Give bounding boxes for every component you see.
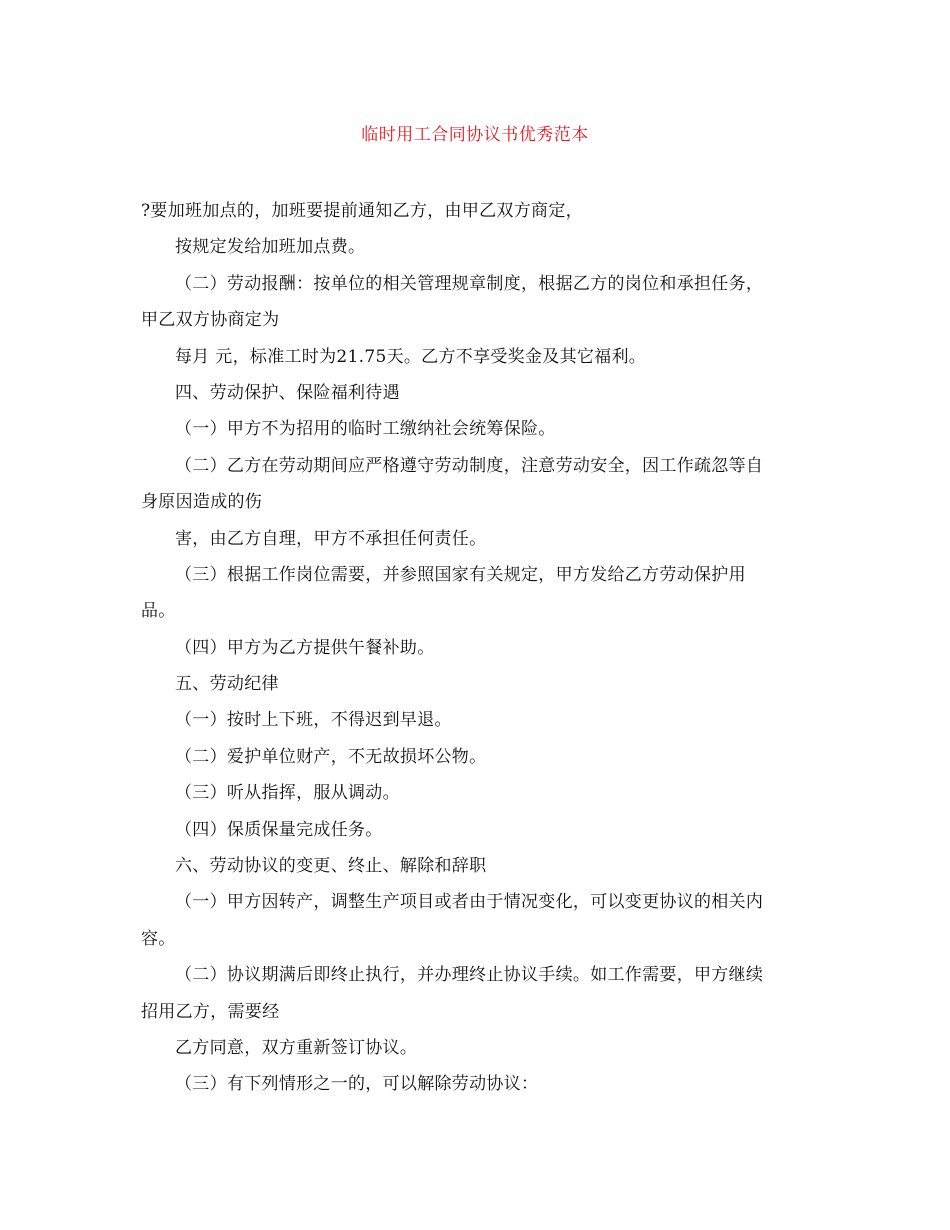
paragraph-line: 甲乙双方协商定为 xyxy=(141,310,280,331)
paragraph-line: （一）甲方因转产，调整生产项目或者由于情况变化，可以变更协议的相关内 xyxy=(175,892,764,913)
paragraph-line: 容。 xyxy=(141,928,176,949)
document-title: 临时用工合同协议书优秀范本 xyxy=(361,125,589,145)
paragraph-line: （三）听从指挥，服从调动。 xyxy=(175,783,400,804)
paragraph-line: （二）协议期满后即终止执行，并办理终止协议手续。如工作需要，甲方继续 xyxy=(175,965,764,986)
paragraph-line: 品。 xyxy=(141,601,176,622)
paragraph-line: 每月 元，标准工时为21.75天。乙方不享受奖金及其它福利。 xyxy=(175,346,647,367)
paragraph-line: 按规定发给加班加点费。 xyxy=(175,237,366,258)
paragraph-line: （二）乙方在劳动期间应严格遵守劳动制度，注意劳动安全，因工作疏忽等自 xyxy=(175,455,764,476)
paragraph-line: 害，由乙方自理，甲方不承担任何责任。 xyxy=(175,528,487,549)
paragraph-line: （四）保质保量完成任务。 xyxy=(175,819,383,840)
paragraph-line: 身原因造成的伤 xyxy=(141,492,263,513)
paragraph-line: ?要加班加点的，加班要提前通知乙方，由甲乙双方商定， xyxy=(141,201,583,221)
paragraph-line: 五、劳动纪律 xyxy=(175,674,279,695)
paragraph-line: （四）甲方为乙方提供午餐补助。 xyxy=(175,637,435,658)
paragraph-line: 乙方同意，双方重新签订协议。 xyxy=(175,1037,418,1058)
paragraph-line: （二）爱护单位财产，不无故损坏公物。 xyxy=(175,746,487,767)
paragraph-line: （一）按时上下班，不得迟到早退。 xyxy=(175,710,452,731)
paragraph-line: （一）甲方不为招用的临时工缴纳社会统筹保险。 xyxy=(175,419,556,440)
paragraph-line: （三）根据工作岗位需要，并参照国家有关规定，甲方发给乙方劳动保护用 xyxy=(175,564,746,585)
paragraph-line: 六、劳动协议的变更、终止、解除和辞职 xyxy=(175,856,487,877)
paragraph-line: 招用乙方，需要经 xyxy=(141,1001,280,1022)
document-body xyxy=(141,193,821,1103)
paragraph-line: （二）劳动报酬：按单位的相关管理规章制度，根据乙方的岗位和承担任务， xyxy=(175,273,764,294)
paragraph-line: 四、劳动保护、保险福利待遇 xyxy=(175,382,400,403)
paragraph-line: （三）有下列情形之一的，可以解除劳动协议： xyxy=(175,1074,539,1095)
